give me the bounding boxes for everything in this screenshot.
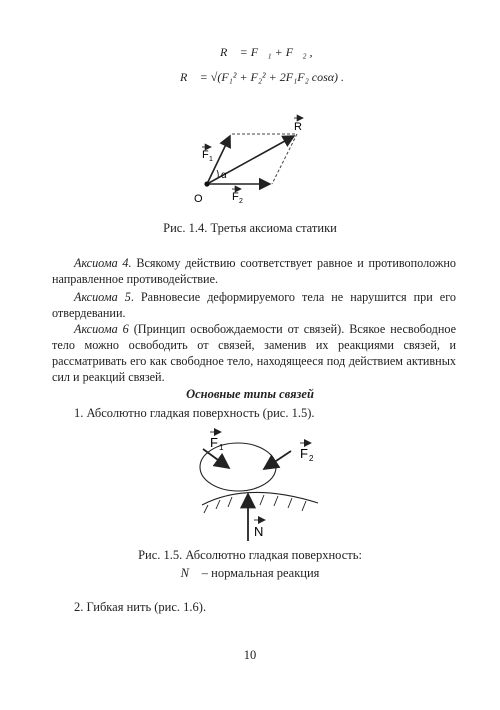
figure-1-4-diagram [190, 112, 330, 207]
force-F1-arrow [203, 449, 229, 468]
support-surface [202, 492, 318, 505]
label-F1-sub: 1 [219, 443, 224, 452]
figure-1-5-caption-line1: Рис. 1.5. Абсолютно гладкая поверхность: [138, 548, 362, 562]
label-F2-sub: 2 [309, 454, 314, 463]
origin-point [204, 181, 209, 186]
axiom-4-name: Аксиома 4. [74, 256, 132, 270]
axiom-5-paragraph [52, 289, 456, 321]
label-F2: F [300, 446, 308, 461]
label-F1: F [210, 435, 218, 450]
label-F1-sub: 1 [209, 156, 213, 163]
force-F2-arrow [264, 451, 291, 469]
label-alpha: α [221, 170, 227, 181]
angle-alpha-arc [217, 170, 218, 178]
formula-resultant-magnitude: R⃗ = √(F₁² + F₂² + 2F₁F₂ cosα) . [180, 70, 345, 84]
caption-reaction-text: – нормальная реакция [198, 566, 320, 580]
axiom-4-text: Всякому действию соответствует равное и противоположно направленное противодействие. [52, 256, 456, 286]
caption-symbol-N: N⃗ [180, 566, 199, 580]
axiom-6-text: (Принцип освобождаемости от связей). Всякое несвободное тело можно освободить от связей, заменив их реакциями связей, и рассматривать его как свободное тело, находящееся под действием активных сил и реакций связей. [52, 322, 457, 384]
list-item-2: 2. Гибкая нить (рис. 1.6). [74, 600, 207, 614]
label-F2: F [232, 191, 239, 203]
page-number: 10 [243, 648, 257, 662]
figure-1-4-caption: Рис. 1.4. Третья аксиома статики [163, 221, 337, 235]
label-R: R [294, 121, 302, 133]
axiom-5-name: Аксиома 5 [74, 290, 131, 304]
formula-resultant-sum: R⃗ = F⃗₁ + F⃗₂ , [220, 45, 313, 59]
label-F1: F [202, 149, 209, 161]
body-ellipse [200, 443, 276, 491]
axiom-4-paragraph [52, 255, 456, 287]
label-F2-sub: 2 [239, 198, 243, 205]
axiom-6-name: Аксиома 6 [74, 322, 129, 336]
figure-1-5-caption-line2 [0, 566, 500, 581]
label-N: N [254, 524, 264, 539]
figure-1-5-diagram [150, 423, 350, 548]
list-item-1: 1. Абсолютно гладкая поверхность (рис. 1.5). [74, 406, 315, 420]
axiom-6-paragraph [52, 321, 456, 385]
label-O: O [194, 193, 203, 205]
axiom-5-text: . Равновесие деформируемого тела не нарушится при его отвердевании. [52, 290, 456, 320]
section-heading: Основные типы связей [186, 387, 314, 401]
